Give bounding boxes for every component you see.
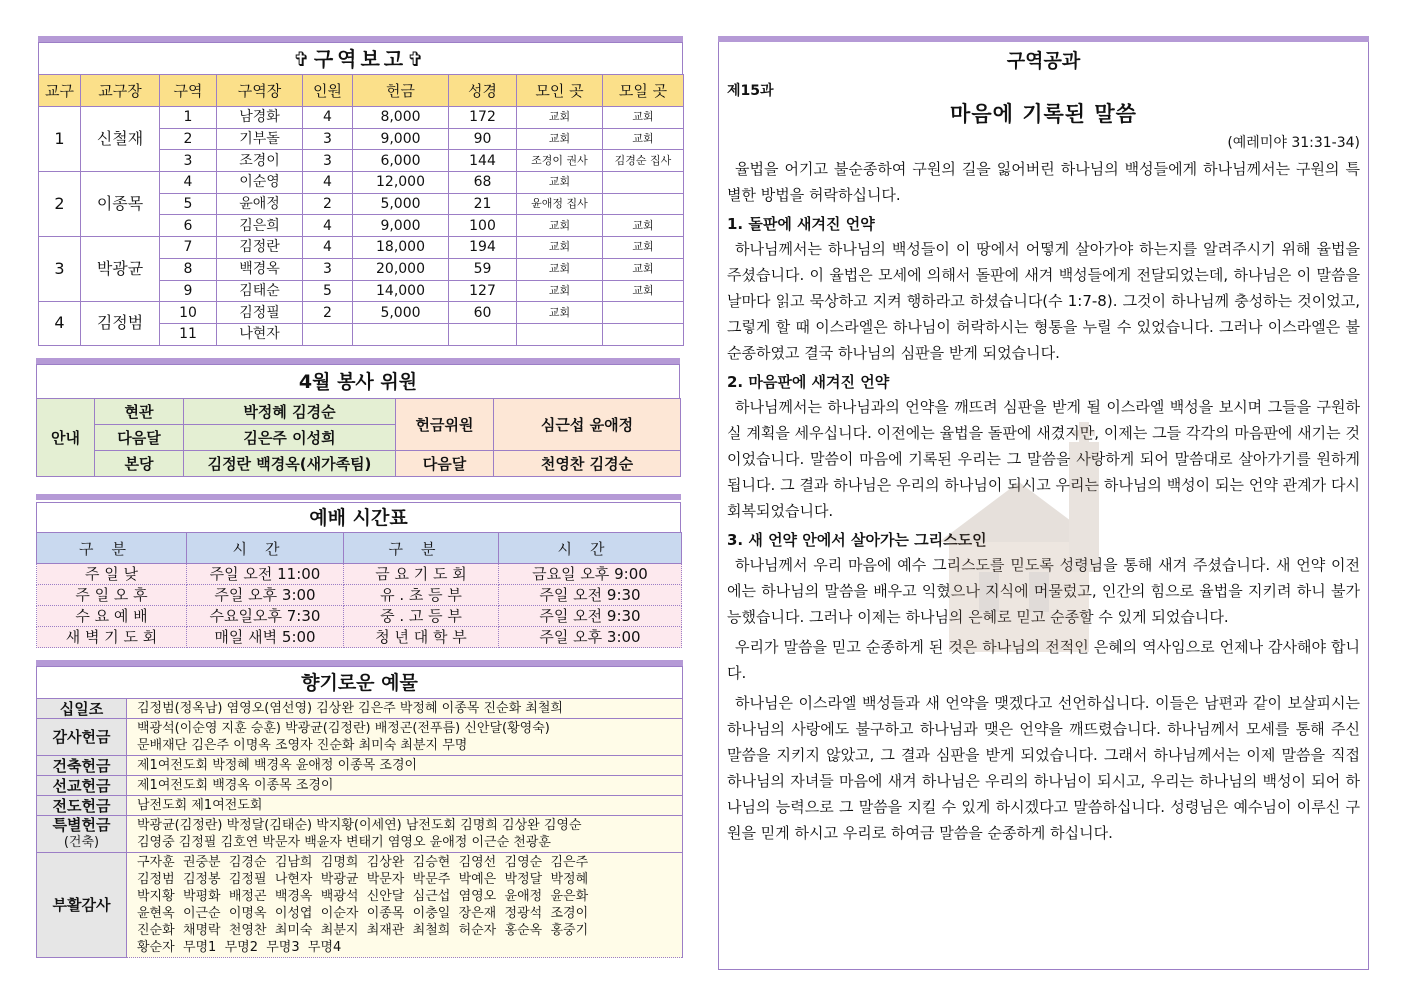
offering-label bbox=[37, 816, 127, 853]
worship-name: 주 일 낮 bbox=[37, 564, 187, 585]
worship-time: 주일 오후 3:00 bbox=[187, 585, 344, 606]
count-cell: 2 bbox=[303, 193, 353, 215]
next-month-label: 다음달 bbox=[396, 451, 494, 477]
count-cell: 2 bbox=[303, 302, 353, 324]
district-lesson bbox=[718, 36, 1369, 970]
offering-cell bbox=[353, 323, 449, 345]
gyogu-leader-cell: 김정범 bbox=[81, 302, 160, 345]
offering-line: 김정범(정옥남) 염영오(염선영) 김상완 김은주 박정혜 이종목 진순화 최철희 bbox=[137, 701, 563, 716]
offering-label bbox=[37, 796, 127, 816]
table-row bbox=[39, 302, 684, 324]
table-row bbox=[37, 796, 683, 816]
zone-cell: 3 bbox=[160, 150, 217, 172]
offering-label-text: 선교헌금 bbox=[52, 776, 111, 795]
zone-cell: 5 bbox=[160, 193, 217, 215]
worship-name: 주 일 오 후 bbox=[37, 585, 187, 606]
count-cell: 4 bbox=[303, 237, 353, 259]
lesson-title: 마음에 기록된 말씀 bbox=[950, 102, 1137, 126]
offering-label-text: 특별헌금 bbox=[52, 816, 111, 834]
offering-line: 제1여전도회 박정혜 백경옥 윤애정 이종목 조경이 bbox=[137, 758, 418, 773]
zone-leader-cell: 나현자 bbox=[217, 323, 303, 345]
gyogu-cell: 1 bbox=[39, 107, 81, 172]
zone-cell: 8 bbox=[160, 258, 217, 280]
offering-table bbox=[36, 698, 683, 958]
offering-line: 황순자 무명1 무명2 무명3 무명4 bbox=[137, 940, 342, 955]
offering-cell: 20,000 bbox=[353, 258, 449, 280]
section-heading: 2. 마음판에 새겨진 언약 bbox=[727, 373, 890, 391]
guide-label: 안내 bbox=[37, 399, 95, 477]
district-header-row bbox=[39, 75, 684, 107]
offering-committee-people: 심근섭 윤애정 bbox=[494, 399, 681, 451]
meet-place-cell: 교회 bbox=[603, 258, 684, 280]
offering-cell: 9,000 bbox=[353, 215, 449, 237]
zone-cell: 6 bbox=[160, 215, 217, 237]
offering-label-text: 십일조 bbox=[59, 699, 104, 718]
offering-committee-label: 헌금위원 bbox=[396, 399, 494, 451]
table-row bbox=[37, 627, 682, 648]
offering-cell: 18,000 bbox=[353, 237, 449, 259]
zone-leader-cell: 기부돌 bbox=[217, 128, 303, 150]
offering-names bbox=[127, 853, 683, 958]
offering-cell: 9,000 bbox=[353, 128, 449, 150]
zone-leader-cell: 조경이 bbox=[217, 150, 303, 172]
meet-place-cell: 교회 bbox=[603, 237, 684, 259]
gyogu-cell: 2 bbox=[39, 172, 81, 237]
lesson-reference: (예레미야 31:31-34) bbox=[1227, 135, 1360, 151]
worship-name: 청 년 대 학 부 bbox=[344, 627, 499, 648]
lesson-paragraph: 우리가 말씀을 믿고 순종하게 된 것은 하나님의 전적인 은혜의 역사임으로 언제나 감사해야 합니다. bbox=[727, 638, 1360, 682]
zone-leader-cell: 김정필 bbox=[217, 302, 303, 324]
column-header: 모일 곳 bbox=[603, 75, 684, 107]
offering-cell: 6,000 bbox=[353, 150, 449, 172]
worship-time: 수요일오후 7:30 bbox=[187, 606, 344, 627]
table-row bbox=[39, 237, 684, 259]
zone-leader-cell: 이순영 bbox=[217, 172, 303, 194]
zone-leader-cell: 김정란 bbox=[217, 237, 303, 259]
met-place-cell: 교회 bbox=[517, 280, 603, 302]
zone-cell: 11 bbox=[160, 323, 217, 345]
table-row bbox=[39, 107, 684, 129]
count-cell: 3 bbox=[303, 258, 353, 280]
meet-place-cell: 교회 bbox=[603, 128, 684, 150]
offering-line: 백광석(이순영 지훈 승훈) 박광균(김정란) 배정곤(전푸름) 신안달(황영숙) bbox=[137, 721, 550, 736]
gyogu-leader-cell: 박광균 bbox=[81, 237, 160, 302]
meet-place-cell bbox=[603, 323, 684, 345]
table-row bbox=[37, 585, 682, 606]
offering-line: 문배재단 김은주 이명옥 조영자 진순화 최미숙 최분지 무명 bbox=[137, 738, 468, 753]
zone-cell: 10 bbox=[160, 302, 217, 324]
worship-name: 새 벽 기 도 회 bbox=[37, 627, 187, 648]
bible-cell: 127 bbox=[449, 280, 517, 302]
service-place: 본당 bbox=[95, 451, 184, 477]
count-cell: 5 bbox=[303, 280, 353, 302]
offering-label-text: 전도헌금 bbox=[52, 796, 111, 815]
offering-line: 제1여전도회 백경옥 이종목 조경이 bbox=[137, 778, 334, 793]
met-place-cell: 교회 bbox=[517, 302, 603, 324]
column-header: 모인 곳 bbox=[517, 75, 603, 107]
table-row bbox=[37, 606, 682, 627]
offering-cell: 5,000 bbox=[353, 193, 449, 215]
met-place-cell bbox=[517, 323, 603, 345]
offering-line: 박지황 박평화 배정곤 백경옥 백광석 신안달 심근섭 염영오 윤애정 윤은화 bbox=[137, 889, 589, 904]
column-header: 시간 bbox=[187, 533, 344, 564]
table-row bbox=[37, 756, 683, 776]
met-place-cell: 교회 bbox=[517, 237, 603, 259]
worship-time: 주일 오전 9:30 bbox=[499, 585, 682, 606]
met-place-cell: 교회 bbox=[517, 128, 603, 150]
bible-cell: 100 bbox=[449, 215, 517, 237]
worship-name: 수 요 예 배 bbox=[37, 606, 187, 627]
column-header: 구분 bbox=[344, 533, 499, 564]
offering-cell: 12,000 bbox=[353, 172, 449, 194]
table-row bbox=[37, 816, 683, 853]
zone-cell: 4 bbox=[160, 172, 217, 194]
service-people: 김정란 백경옥(새가족팀) bbox=[184, 451, 396, 477]
lesson-body bbox=[718, 42, 1369, 970]
bible-cell: 172 bbox=[449, 107, 517, 129]
bible-cell: 60 bbox=[449, 302, 517, 324]
section-heading: 1. 돌판에 새겨진 언약 bbox=[727, 215, 875, 233]
service-committee bbox=[36, 364, 680, 477]
offering-names bbox=[127, 719, 683, 756]
bible-cell: 59 bbox=[449, 258, 517, 280]
zone-leader-cell: 김태순 bbox=[217, 280, 303, 302]
worship-table bbox=[36, 532, 682, 648]
offering-label bbox=[37, 776, 127, 796]
service-table bbox=[36, 398, 681, 477]
offering-label-text: 부활감사 bbox=[52, 896, 111, 914]
zone-cell: 9 bbox=[160, 280, 217, 302]
column-header: 구역장 bbox=[217, 75, 303, 107]
offering-line: 진순화 채명락 천영찬 최미숙 최분지 최재관 최철희 허순자 홍순옥 홍중기 bbox=[137, 923, 589, 938]
section-body: 하나님께서는 하나님과의 언약을 깨뜨려 심판을 받게 될 이스라엘 백성을 보시며 그들을 구원하실 계획을 세우십니다. 이전에는 율법을 돌판에 새겼지만, 이제는 그들 각각의 마음판에 새기는 것이었습니다. 말씀이 마음에 기록된 우리는 그 말씀을 사랑하게 되어 말씀대로 살아가기를 원하게 됩니다. 그 결과 하나님은 우리의 하나님이 되시고 우리는 하나님의 백성이 되는 언약 관계가 다시 회복되었습니다. bbox=[727, 398, 1361, 520]
offering-names bbox=[127, 699, 683, 719]
count-cell: 4 bbox=[303, 107, 353, 129]
offering-line: 김정범 김정봉 김정필 나현자 박광균 박문자 박문주 박예은 박정달 박정혜 bbox=[137, 872, 589, 887]
worship-name: 유 . 초 등 부 bbox=[344, 585, 499, 606]
lesson-header: 구역공과 bbox=[1006, 50, 1081, 72]
gyogu-leader-cell: 신철재 bbox=[81, 107, 160, 172]
worship-top-bar bbox=[36, 494, 681, 500]
worship-schedule bbox=[36, 502, 681, 648]
district-table bbox=[38, 74, 684, 346]
lesson-intro: 율법을 어기고 불순종하여 구원의 길을 잃어버린 하나님의 백성들에게 하나님께서는 구원의 특별한 방법을 허락하십니다. bbox=[727, 160, 1360, 204]
meet-place-cell bbox=[603, 302, 684, 324]
worship-time: 매일 새벽 5:00 bbox=[187, 627, 344, 648]
worship-title: 예배 시간표 bbox=[36, 502, 681, 532]
column-header: 인원 bbox=[303, 75, 353, 107]
offering-cell: 8,000 bbox=[353, 107, 449, 129]
zone-cell: 7 bbox=[160, 237, 217, 259]
zone-leader-cell: 윤애정 bbox=[217, 193, 303, 215]
gyogu-cell: 3 bbox=[39, 237, 81, 302]
service-people: 김은주 이성희 bbox=[184, 425, 396, 451]
offering-label-text: 건축헌금 bbox=[52, 756, 111, 775]
offering-line: 박광균(김정란) 박정달(김태순) 박지황(이세연) 남전도회 김명희 김상완 김영순 bbox=[137, 818, 582, 833]
gyogu-cell: 4 bbox=[39, 302, 81, 345]
offering-title: 향기로운 예물 bbox=[36, 666, 683, 698]
table-row bbox=[37, 564, 682, 585]
zone-leader-cell: 김은희 bbox=[217, 215, 303, 237]
service-place: 현관 bbox=[95, 399, 184, 425]
bible-cell: 194 bbox=[449, 237, 517, 259]
section-body: 하나님께서는 하나님의 백성들이 이 땅에서 어떻게 살아가야 하는지를 알려주시기 위해 율법을 주셨습니다. 이 율법은 모세에 의해서 돌판에 새겨 백성들에게 전달되었는데, 하나님은 이 말씀을 날마다 읽고 묵상하고 지켜 행하라고 하셨습니다(수 1:7-8). 그것이 하나님께 충성하는 것이었고, 그렇게 할 때 이스라엘은 하나님이 허락하시는 형통을 누릴 수 있었습니다. 그러나 이스라엘은 불순종하였고 결국 하나님의 심판을 받게 되었습니다. bbox=[727, 240, 1360, 362]
table-row bbox=[39, 172, 684, 194]
zone-cell: 1 bbox=[160, 107, 217, 129]
worship-time: 주일 오전 9:30 bbox=[499, 606, 682, 627]
table-row bbox=[37, 776, 683, 796]
service-title: 4월 봉사 위원 bbox=[36, 364, 680, 398]
offering-label-sub: (건축) bbox=[63, 835, 100, 850]
meet-place-cell: 김경순 집사 bbox=[603, 150, 684, 172]
count-cell: 3 bbox=[303, 150, 353, 172]
zone-cell: 2 bbox=[160, 128, 217, 150]
column-header: 교구 bbox=[39, 75, 81, 107]
met-place-cell: 조경이 권사 bbox=[517, 150, 603, 172]
column-header: 성경 bbox=[449, 75, 517, 107]
worship-name: 중 . 고 등 부 bbox=[344, 606, 499, 627]
worship-time: 주일 오후 3:00 bbox=[499, 627, 682, 648]
worship-name: 금 요 기 도 회 bbox=[344, 564, 499, 585]
bible-cell: 68 bbox=[449, 172, 517, 194]
table-row bbox=[37, 853, 683, 958]
offering-label bbox=[37, 699, 127, 719]
bible-cell: 21 bbox=[449, 193, 517, 215]
offering-line: 남전도회 제1여전도회 bbox=[137, 798, 263, 813]
met-place-cell: 윤애정 집사 bbox=[517, 193, 603, 215]
zone-leader-cell: 백경옥 bbox=[217, 258, 303, 280]
offering-line: 김영중 김정필 김호연 박문자 백윤자 변태기 염영오 윤애정 이근순 천광훈 bbox=[137, 835, 551, 850]
column-header: 헌금 bbox=[353, 75, 449, 107]
offering-names bbox=[127, 776, 683, 796]
count-cell: 3 bbox=[303, 128, 353, 150]
meet-place-cell bbox=[603, 193, 684, 215]
offering-line: 윤현옥 이근순 이명옥 이성엽 이순자 이종목 이충일 장은재 정광석 조경이 bbox=[137, 906, 589, 921]
meet-place-cell: 교회 bbox=[603, 107, 684, 129]
next-month-people: 천영찬 김경순 bbox=[494, 451, 681, 477]
count-cell: 4 bbox=[303, 172, 353, 194]
offering-label-text: 감사헌금 bbox=[52, 728, 111, 746]
met-place-cell: 교회 bbox=[517, 172, 603, 194]
zone-leader-cell: 남경화 bbox=[217, 107, 303, 129]
meet-place-cell: 교회 bbox=[603, 280, 684, 302]
district-report bbox=[38, 42, 683, 346]
table-row bbox=[37, 719, 683, 756]
bible-cell: 144 bbox=[449, 150, 517, 172]
offering-cell: 5,000 bbox=[353, 302, 449, 324]
offering-section bbox=[36, 666, 683, 958]
meet-place-cell: 교회 bbox=[603, 215, 684, 237]
offering-label bbox=[37, 853, 127, 958]
bible-cell: 90 bbox=[449, 128, 517, 150]
district-title: ✞구역보고✞ bbox=[38, 42, 683, 74]
offering-cell: 14,000 bbox=[353, 280, 449, 302]
met-place-cell: 교회 bbox=[517, 258, 603, 280]
column-header: 구분 bbox=[37, 533, 187, 564]
offering-names bbox=[127, 816, 683, 853]
lesson-number: 제15과 bbox=[727, 83, 774, 99]
offering-names bbox=[127, 796, 683, 816]
section-heading: 3. 새 언약 안에서 살아가는 그리스도인 bbox=[727, 531, 987, 549]
count-cell bbox=[303, 323, 353, 345]
count-cell: 4 bbox=[303, 215, 353, 237]
column-header: 구역 bbox=[160, 75, 217, 107]
offering-names bbox=[127, 756, 683, 776]
worship-time: 금요일 오후 9:00 bbox=[499, 564, 682, 585]
service-people: 박정혜 김경순 bbox=[184, 399, 396, 425]
offering-label bbox=[37, 756, 127, 776]
offering-line: 구자훈 권중분 김경순 김남희 김명희 김상완 김승현 김영선 김영순 김은주 bbox=[137, 855, 589, 870]
section-body: 하나님께서 우리 마음에 예수 그리스도를 믿도록 성령님을 통해 새겨 주셨습니다. 새 언약 이전에는 하나님의 말씀을 배우고 익혔으나 지식에 머물렀고, 인간의 힘으로 율법을 지키려 하니 불가능했습니다. 그러나 이제는 하나님의 은혜로 믿고 순종할 수 있게 되었습니다. bbox=[727, 556, 1360, 626]
bible-cell bbox=[449, 323, 517, 345]
lesson-paragraph: 하나님은 이스라엘 백성들과 새 언약을 맺겠다고 선언하십니다. 이들은 남편과 같이 보살피시는 하나님의 사랑에도 불구하고 하나님과 맺은 언약을 깨뜨렸습니다. 하나님께서 모세를 통해 주신 말씀을 지키지 않았고, 그 결과 심판을 받게 되었습니다. 그래서 하나님께서는 이제 말씀을 직접 하나님의 자녀들 마음에 새겨 하나님은 우리의 하나님이 되시고, 우리는 하나님의 백성이 되어 하나님의 능력으로 그 말씀을 지킬 수 있게 하시겠다고 말씀하십니다. 성령님은 예수님이 이루신 구원을 믿게 하시고 우리로 하여금 말씀을 순종하게 하십니다. bbox=[727, 694, 1360, 842]
service-place: 다음달 bbox=[95, 425, 184, 451]
gyogu-leader-cell: 이종목 bbox=[81, 172, 160, 237]
table-row bbox=[37, 699, 683, 719]
met-place-cell: 교회 bbox=[517, 215, 603, 237]
meet-place-cell bbox=[603, 172, 684, 194]
column-header: 교구장 bbox=[81, 75, 160, 107]
worship-time: 주일 오전 11:00 bbox=[187, 564, 344, 585]
column-header: 시간 bbox=[499, 533, 682, 564]
met-place-cell: 교회 bbox=[517, 107, 603, 129]
offering-label bbox=[37, 719, 127, 756]
